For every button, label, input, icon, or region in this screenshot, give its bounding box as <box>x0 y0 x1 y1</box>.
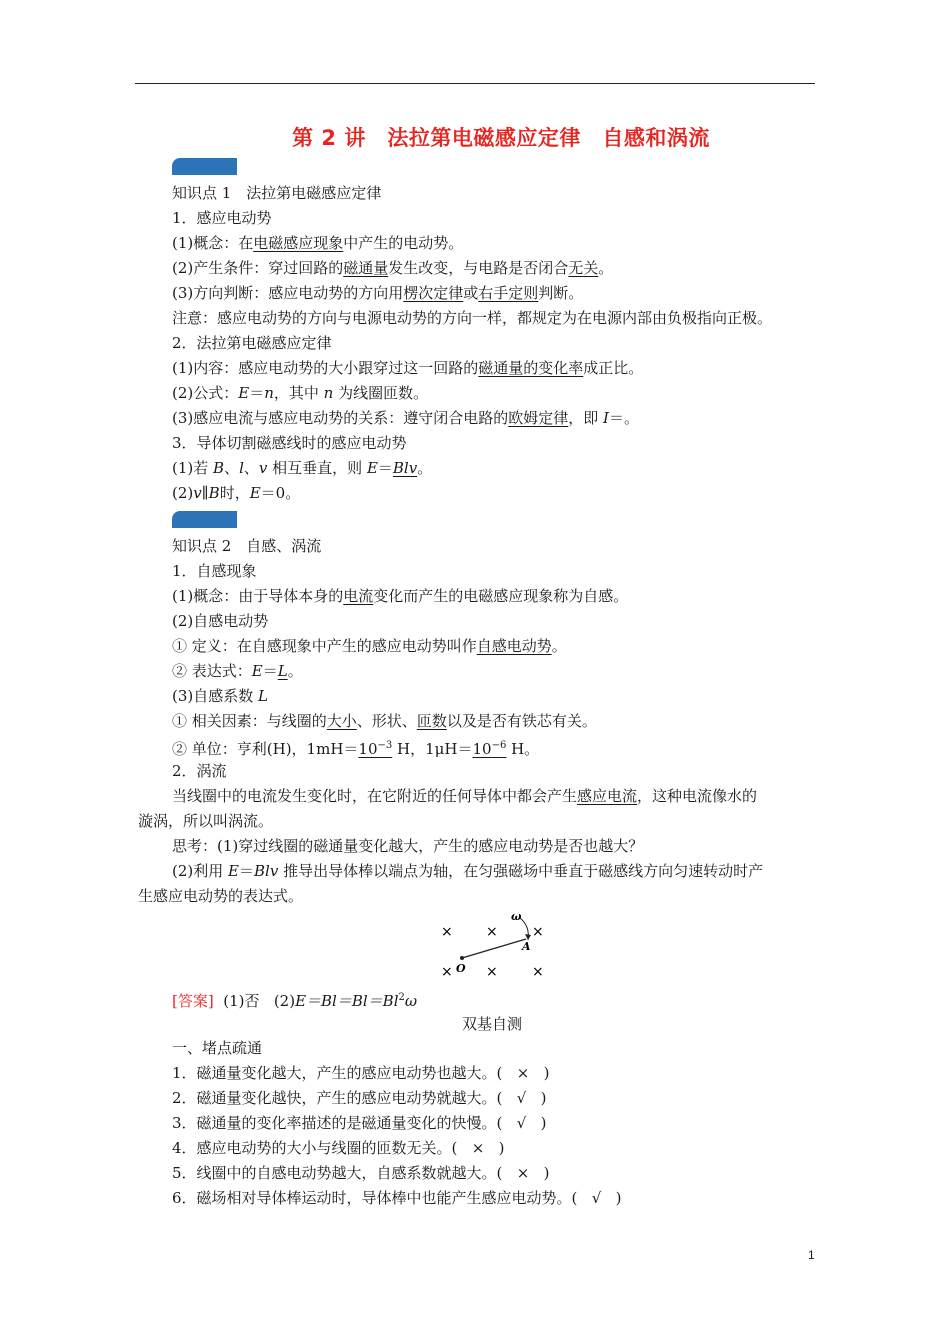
quiz-item: 5．线圈中的自感电动势越大，自感系数就越大。( × ) <box>172 1164 550 1182</box>
text-line: (2)利用 E＝Blv 推导出导体棒以端点为轴，在匀强磁场中垂直于磁感线方向匀速转动时产 <box>172 862 764 880</box>
answer-line: [答案] (1)否 $(2)E=Bl=Bl=Bl^2\omega$ <box>172 992 418 1010</box>
text-line: ② 单位：亨利(H)，$1mH=10^{-3}$ H，$1\mu H=10^{-6}$ H。 <box>172 740 540 758</box>
quiz-item: 4．感应电动势的大小与线圈的匝数无关。( × ) <box>172 1139 505 1157</box>
section-tag-bar <box>172 158 237 175</box>
conductor-rod <box>462 939 526 958</box>
text-line: 注意：感应电动势的方向与电源电动势的方向一样，都规定为在电源内部由负极指向正极。 <box>172 309 773 327</box>
text-line: (2)产生条件：穿过回路的磁通量发生改变，与电路是否闭合无关。 <box>172 259 614 277</box>
field-cross: × <box>532 924 544 940</box>
text-line: (3)方向判断：感应电动势的方向用楞次定律或右手定则判断。 <box>172 284 584 302</box>
label-o: O <box>456 962 466 975</box>
section-heading: 知识点 1 法拉第电磁感应定律 <box>172 184 382 202</box>
text-line: ① 定义：在自感现象中产生的感应电动势叫作自感电动势。 <box>172 637 567 655</box>
rotating-rod-diagram <box>430 910 560 982</box>
text-line: ② 表达式：E＝L。 <box>172 662 303 680</box>
text-line: 2．法拉第电磁感应定律 <box>172 334 332 352</box>
text-line: 1．自感现象 <box>172 562 257 580</box>
text-line: 漩涡，所以叫涡流。 <box>138 812 274 830</box>
field-cross: × <box>532 964 544 980</box>
text-line: 生感应电动势的表达式。 <box>138 887 304 905</box>
pivot-point <box>460 956 464 960</box>
text-line: (1)若 B、l、v 相互垂直，则 E＝Blv。 <box>172 459 433 477</box>
text-line: (1)概念：在电磁感应现象中产生的电动势。 <box>172 234 464 252</box>
quiz-item: 6．磁场相对导体棒运动时，导体棒中也能产生感应电动势。( √ ) <box>172 1189 622 1207</box>
field-cross: × <box>486 964 498 980</box>
text-line: 2．涡流 <box>172 762 227 780</box>
header-rule <box>135 83 815 84</box>
text-line: (1)概念：由于导体本身的电流变化而产生的电磁感应现象称为自感。 <box>172 587 629 605</box>
subheading: 一、堵点疏通 <box>172 1039 263 1057</box>
text-line: (3)自感系数 L <box>172 687 268 705</box>
answer-tag: [答案] <box>172 992 214 1010</box>
label-omega: ω <box>511 910 522 923</box>
self-test-heading: 双基自测 <box>461 1015 522 1033</box>
text-line: 思考：(1)穿过线圈的磁通量变化越大，产生的感应电动势是否也越大？ <box>172 837 644 855</box>
text-line: 3．导体切割磁感线时的感应电动势 <box>172 434 407 452</box>
text-line: (1)内容：感应电动势的大小跟穿过这一回路的磁通量的变化率成正比。 <box>172 359 644 377</box>
section-tag-bar <box>172 511 237 528</box>
text-line: (3)感应电流与感应电动势的关系：遵守闭合电路的欧姆定律，即 I＝。 <box>172 409 639 427</box>
section-heading: 知识点 2 自感、涡流 <box>172 537 322 555</box>
quiz-item: 3．磁通量的变化率描述的是磁通量变化的快慢。( √ ) <box>172 1114 547 1132</box>
page-number: 1 <box>808 1248 815 1262</box>
text-line: ① 相关因素：与线圈的大小、形状、匝数以及是否有铁芯有关。 <box>172 712 597 730</box>
label-a: A <box>522 940 531 953</box>
quiz-item: 2．磁通量变化越快，产生的感应电动势就越大。( √ ) <box>172 1089 547 1107</box>
text-line: 1．感应电动势 <box>172 209 272 227</box>
field-cross: × <box>486 924 498 940</box>
page-title: 第 2 讲 法拉第电磁感应定律 自感和涡流 <box>292 126 710 150</box>
text-line: 当线圈中的电流发生变化时，在它附近的任何导体中都会产生感应电流，这种电流像水的 <box>172 787 758 805</box>
text-line: (2)v∥B时，E＝0。 <box>172 484 301 502</box>
text-line: (2)公式：E＝n，其中 n 为线圈匝数。 <box>172 384 429 402</box>
field-cross: × <box>441 924 453 940</box>
field-cross: × <box>441 964 453 980</box>
quiz-item: 1．磁通量变化越大，产生的感应电动势也越大。( × ) <box>172 1064 550 1082</box>
text-line: (2)自感电动势 <box>172 612 269 630</box>
